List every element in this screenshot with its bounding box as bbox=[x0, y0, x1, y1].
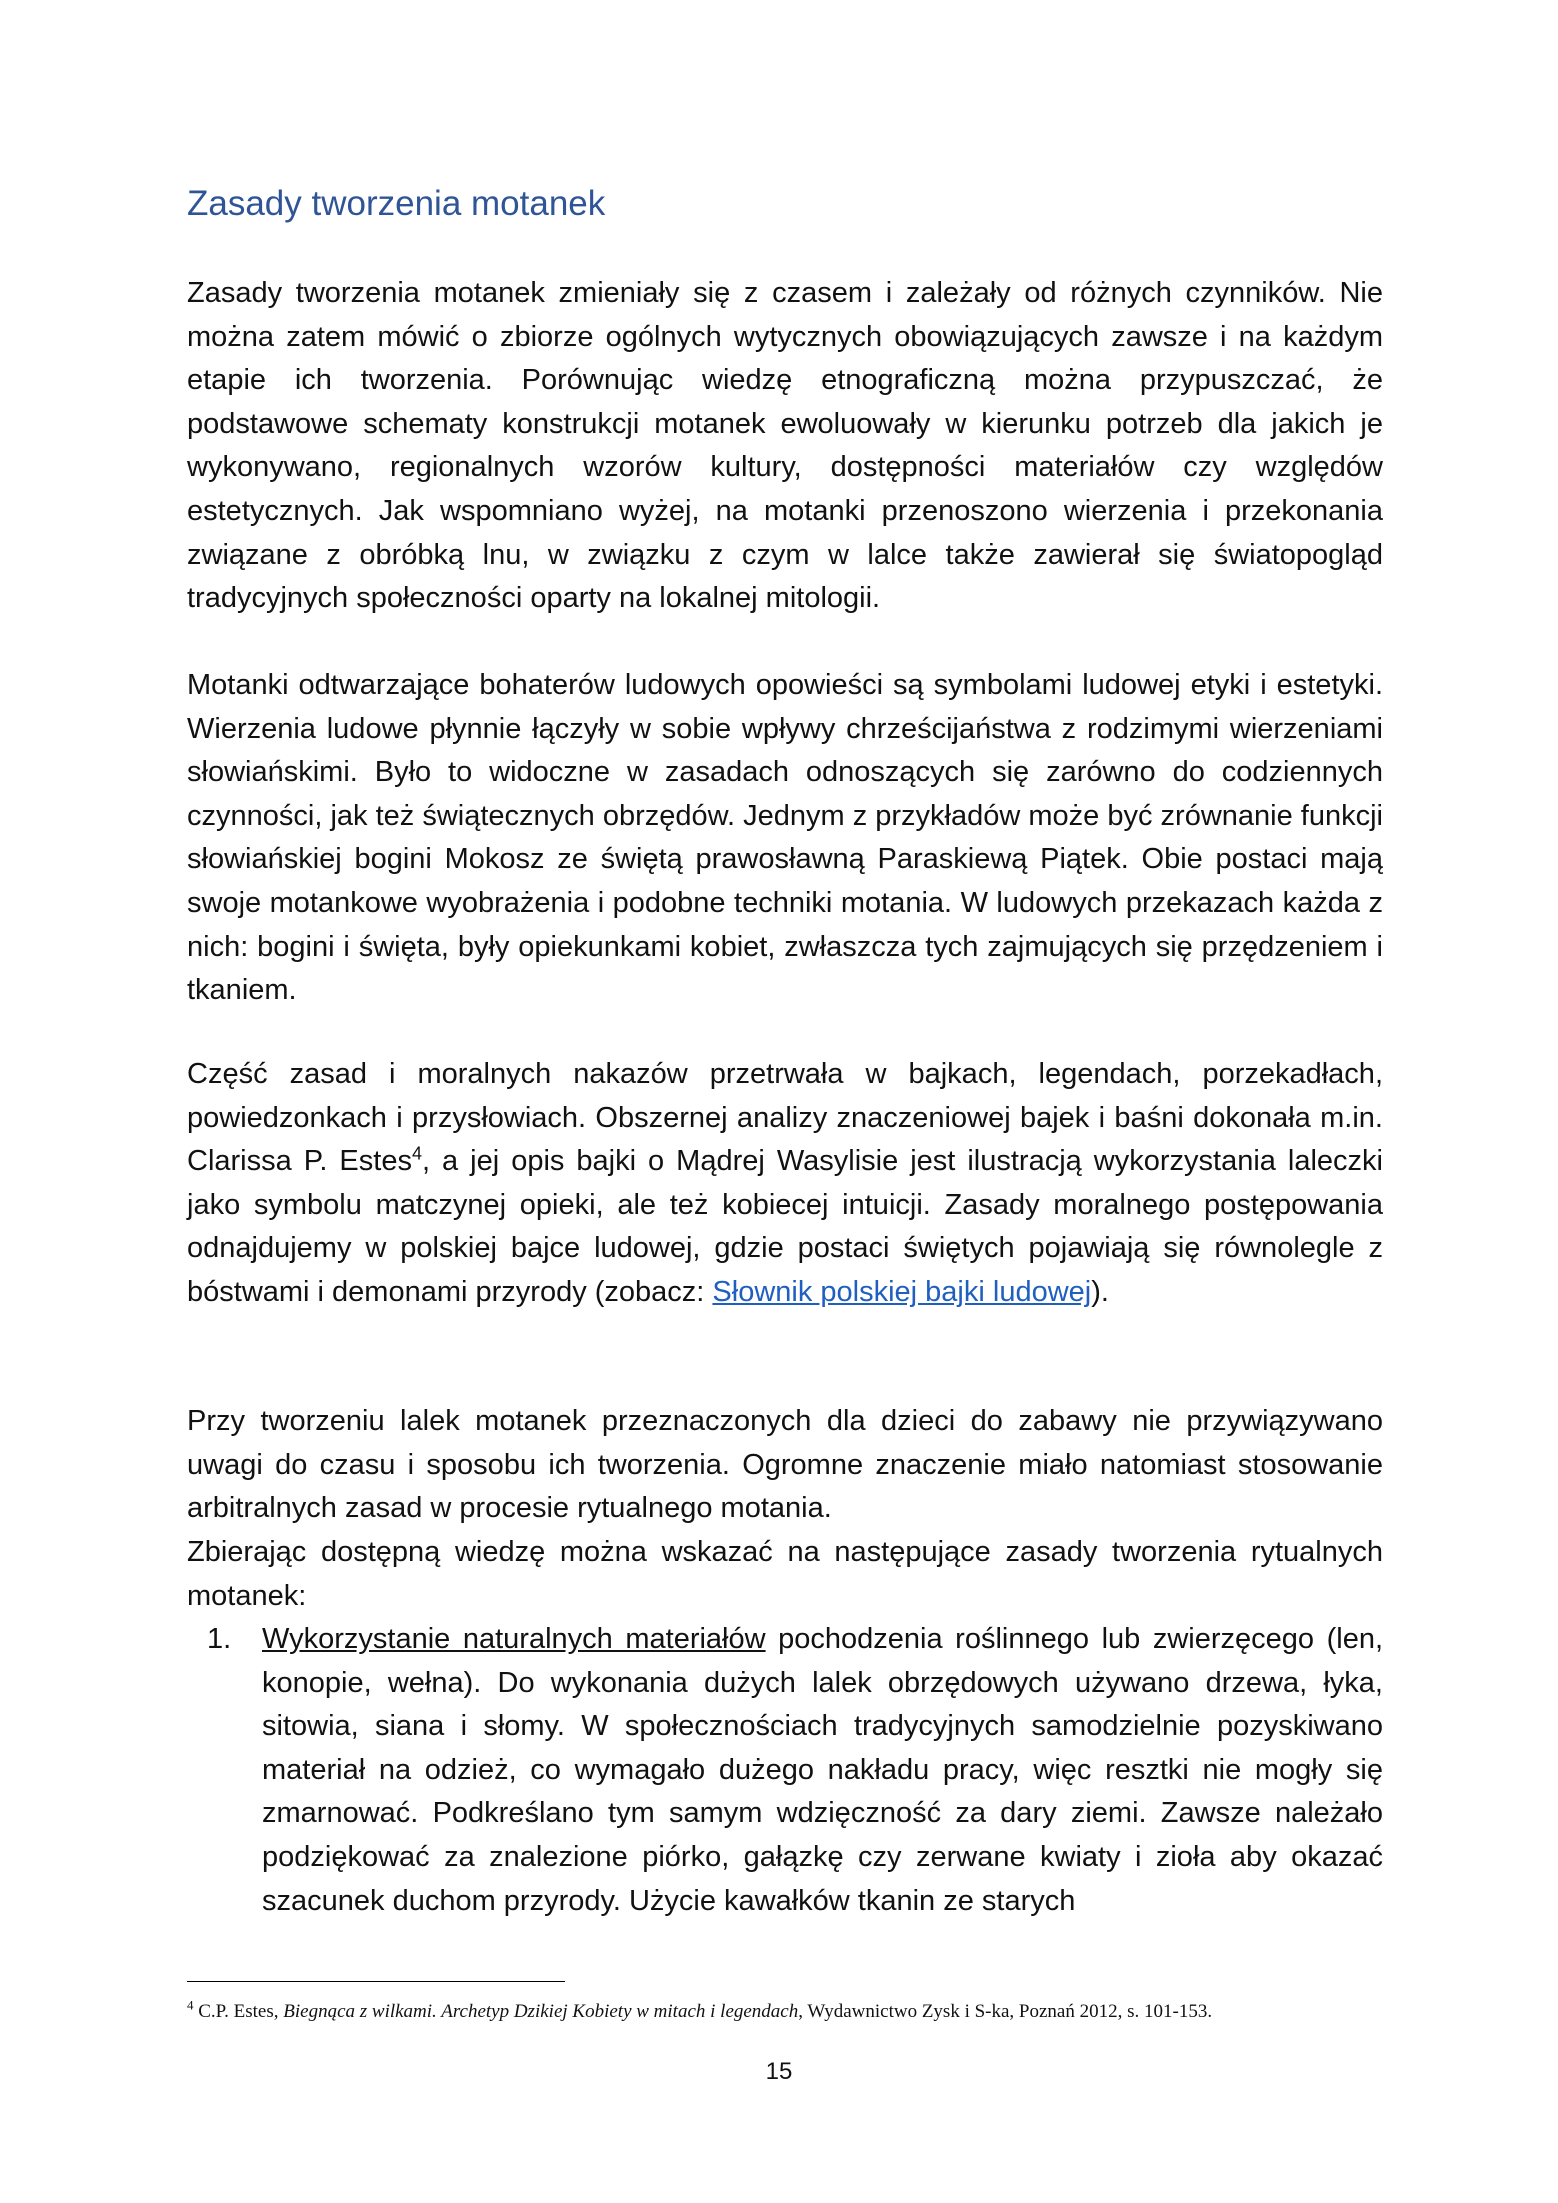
paragraph-3 bbox=[187, 1053, 1383, 1315]
footnote-title: Biegnąca z wilkami. Archetyp Dzikiej Kobiety w mitach i legendach bbox=[283, 2001, 799, 2022]
paragraph-2: Motanki odtwarzające bohaterów ludowych opowieści są symbolami ludowej etyki i estetyki. Wierzenia ludowe płynnie łączyły w sobie wpływy chrześcijaństwa z rodzimymi wierzeniami słowiańskimi. Było to widoczne w zasadach odnoszących się zarówno do codziennych czynności, jak też świątecznych obrzędów. Jednym z przykładów może być zrównanie funkcji słowiańskiej bogini Mokosz ze świętą prawosławną Paraskiewą Piątek. Obie postaci mają swoje motankowe wyobrażenia i podobne techniki motania. W ludowych przekazach każda z nich: bogini i święta, były opiekunkami kobiet, zwłaszcza tych zajmujących się przędzeniem i tkaniem. bbox=[187, 669, 1383, 1007]
list-item-number: 1. bbox=[207, 1623, 232, 1655]
footnote-publisher: , Wydawnictwo Zysk i S-ka, Poznań 2012, s. 101-153. bbox=[798, 2001, 1213, 2022]
footnote-divider bbox=[187, 1981, 565, 1982]
page-number: 15 bbox=[765, 2058, 793, 2085]
list-item-rest-text: pochodzenia roślinnego lub zwierzęcego (len, konopie, wełna). Do wykonania dużych lalek obrzędowych używano drzewa, łyka, sitowia, siana i słomy. W społecznościach tradycyjnych samodzielnie pozyskiwano materiał na odzież, co wymagało dużego nakładu pracy, więc resztki nie mogły się zmarnować. Podkreślano tym samym wdzięczność za dary ziemi. Zawsze należało podziękować za znalezione piórko, gałązkę czy zerwane kwiaty i zioła aby okazać szacunek duchom przyrody. Użycie kawałków tkanin ze starych bbox=[262, 1623, 1384, 1917]
footnote bbox=[187, 1998, 1383, 2026]
paragraph-5: Zbierając dostępną wiedzę można wskazać na następujące zasady tworzenia rytualnych motanek: bbox=[187, 1536, 1383, 1612]
section-heading: Zasady tworzenia motanek bbox=[187, 184, 606, 223]
paragraph-4: Przy tworzeniu lalek motanek przeznaczonych dla dzieci do zabawy nie przywiązywano uwagi do czasu i sposobu ich tworzenia. Ogromne znaczenie miało natomiast stosowanie arbitralnych zasad w procesie rytualnego motania. bbox=[187, 1405, 1383, 1525]
paragraph-3-text-end: ). bbox=[1091, 1275, 1109, 1308]
paragraph-3-text-middle: , a jej opis bajki o Mądrej Wasylisie jest ilustracją wykorzystania laleczki jako symbolu matczynej opieki, ale też kobiecej intuicji. Zasady moralnego postępowania odnajdujemy w polskiej bajce ludowej, gdzie postaci świętych pojawiają się równolegle z bóstwami i demonami przyrody (zobacz: bbox=[187, 1145, 1384, 1308]
list-item bbox=[187, 1618, 1383, 1923]
list-item-underlined-text: Wykorzystanie naturalnych materiałów bbox=[262, 1623, 766, 1655]
footnote-reference[interactable]: 4 bbox=[411, 1143, 422, 1164]
rules-list bbox=[187, 1618, 1383, 1923]
footnote-number: 4 bbox=[187, 1997, 194, 2013]
footnote-author: C.P. Estes, bbox=[193, 2001, 284, 2022]
list-item-text bbox=[262, 1618, 1383, 1923]
paragraph-1: Zasady tworzenia motanek zmieniały się z czasem i zależały od różnych czynników. Nie można zatem mówić o zbiorze ogólnych wytycznych obowiązujących zawsze i na każdym etapie ich tworzenia. Porównując wiedzę etnograficzną można przypuszczać, że podstawowe schematy konstrukcji motanek ewoluowały w kierunku potrzeb dla jakich je wykonywano, regionalnych wzorów kultury, dostępności materiałów czy względów estetycznych. Jak wspomniano wyżej, na motanki przenoszono wierzenia i przekonania związane z obróbką lnu, w związku z czym w lalce także zawierał się światopogląd tradycyjnych społeczności oparty na lokalnej mitologii. bbox=[187, 277, 1383, 615]
dictionary-link[interactable]: Słownik polskiej bajki ludowej bbox=[712, 1275, 1092, 1308]
paragraph-3-text-start: Część zasad i moralnych nakazów przetrwała w bajkach, legendach, porzekadłach, powiedzonkach i przysłowiach. Obszernej analizy znaczeniowej bajek i baśni dokonała m.in. Clarissa P. Estes bbox=[187, 1058, 1383, 1178]
